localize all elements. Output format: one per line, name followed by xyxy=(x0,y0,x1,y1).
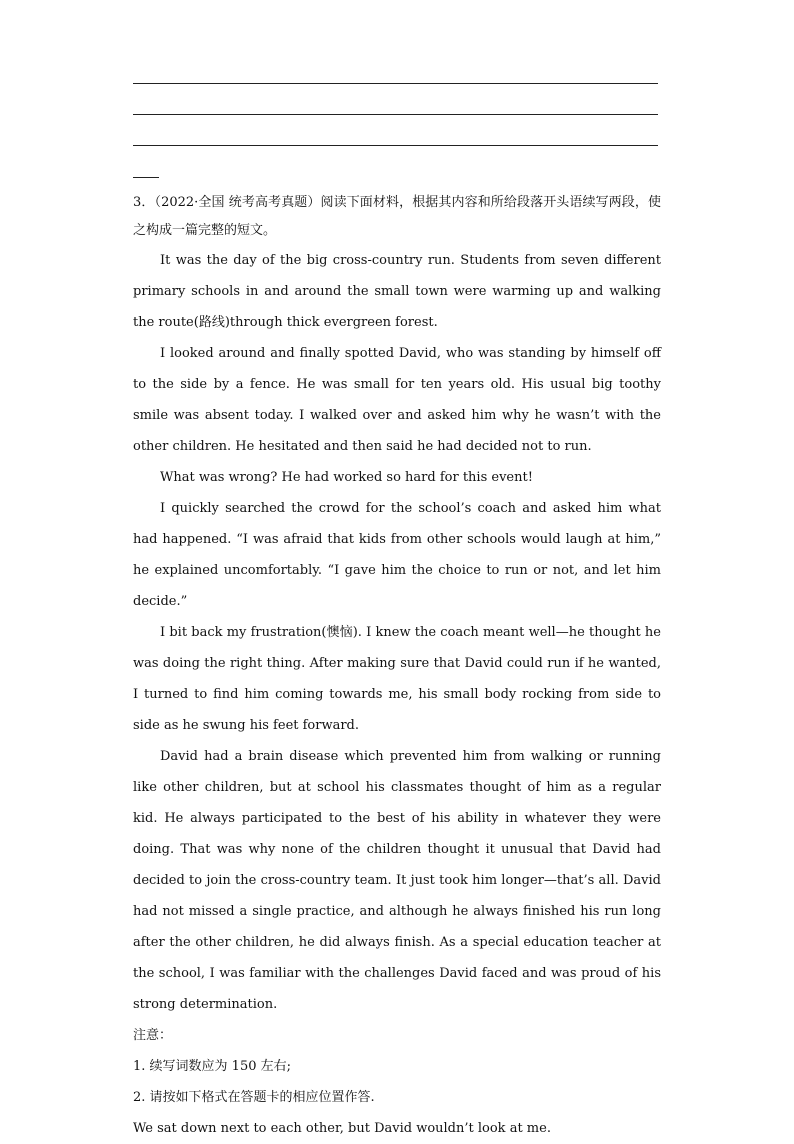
passage-paragraph: I quickly searched the crowd for the school’s coach and asked him what had happened. “I was afraid that kids from other schools would laugh at him,” he explained uncomfortably. “I gave him the choice to run or not, and let him decide.” xyxy=(133,501,661,609)
passage-paragraph: I bit back my frustration(懊恼). I knew the coach meant well—he thought he was doing the right thing. After making sure that David could run if he wanted, I turned to find him coming towards me, his small body rocking from side to side as he swung his feet forward. xyxy=(133,625,661,733)
answer-line xyxy=(133,83,658,84)
note-item: 2. 请按如下格式在答题卡的相应位置作答. xyxy=(133,1090,375,1105)
answer-line-end xyxy=(133,177,159,178)
passage-paragraph: It was the day of the big cross-country run. Students from seven different primary schools in and around the small town were warming up and walking the route(路线)through thick evergreen forest. xyxy=(133,253,661,330)
opening-sentence: We sat down next to each other, but David wouldn’t look at me. xyxy=(133,1121,551,1136)
notes-title: 注意： xyxy=(133,1028,173,1043)
answer-line xyxy=(133,114,658,115)
passage-paragraph: What was wrong? He had worked so hard for this event! xyxy=(160,470,533,485)
question-number: 3． xyxy=(133,195,155,210)
question-source: （2022·全国 统考高考真题） xyxy=(154,195,321,210)
answer-line xyxy=(133,145,658,146)
question-heading xyxy=(133,189,661,245)
passage-paragraph: I looked around and finally spotted David, who was standing by himself off to the side by a fence. He was small for ten years old. His usual big toothy smile was absent today. I walked over and asked him why he wasn’t with the other children. He hesitated and then said he had decided not to run. xyxy=(133,346,661,454)
note-item: 1. 续写词数应为 150 左右; xyxy=(133,1059,291,1074)
passage-paragraph: David had a brain disease which prevented him from walking or running like other children, but at school his classmates thought of him as a regular kid. He always participated to the best of his ability in whatever they were doing. That was why none of the children thought it unusual that David had decided to join the cross-country team. It just took him longer—that’s all. David had not missed a single practice, and although he always finished his run long after the other children, he did always finish. As a special education teacher at the school, I was familiar with the challenges David faced and was proud of his strong determination. xyxy=(133,749,661,1012)
question-content xyxy=(133,189,661,1144)
question-instruction: 阅读下面材料，根据其内容和所给段落开头语续写两段，使之构成一篇完整的短文。 xyxy=(133,195,661,238)
